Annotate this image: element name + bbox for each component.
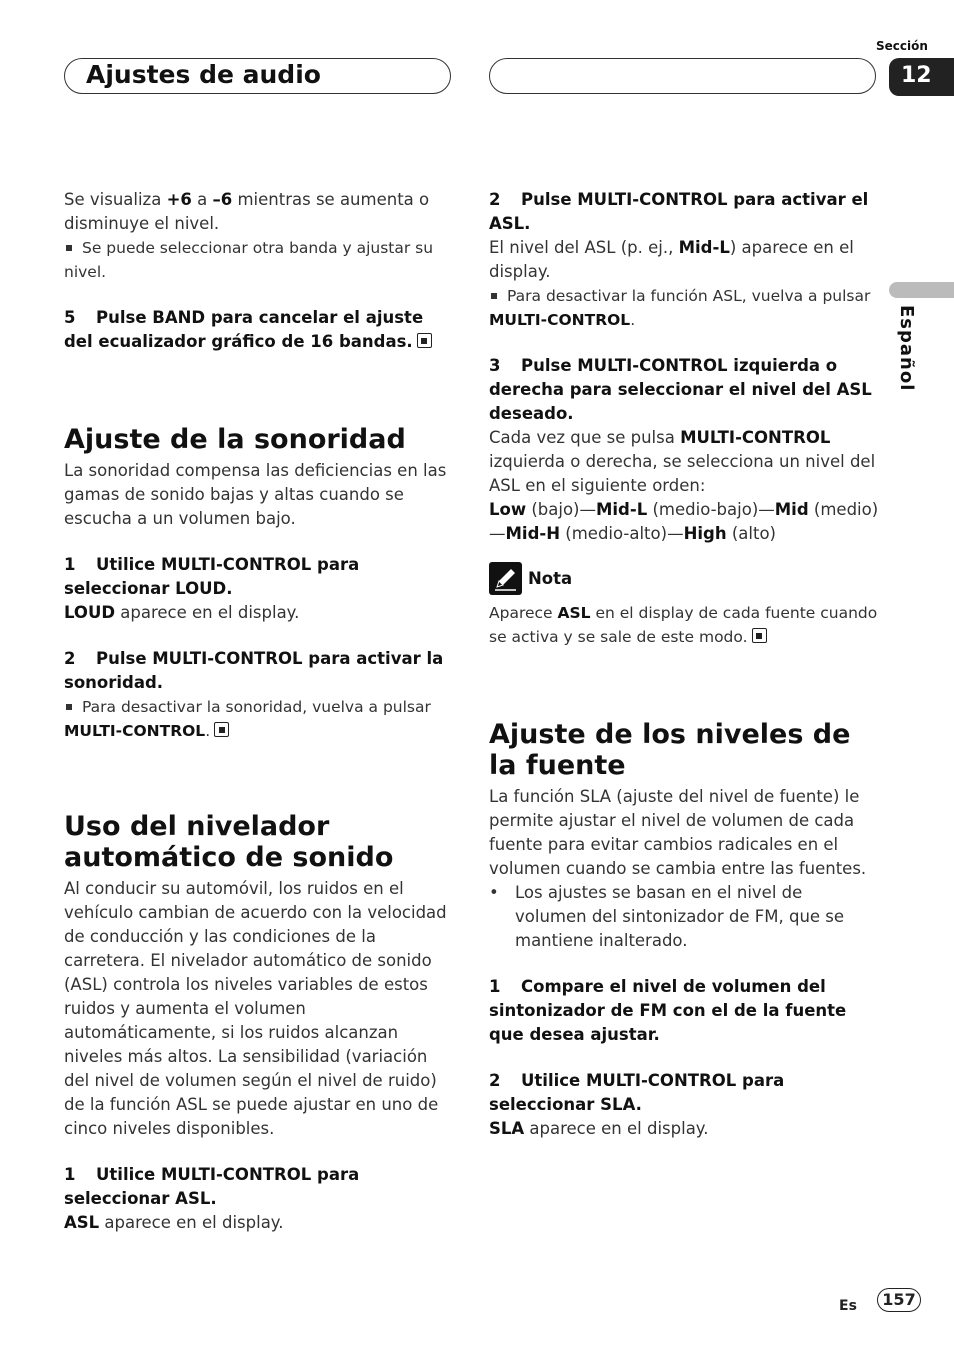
footer-language: Es	[839, 1298, 857, 1314]
bullet-dot-icon: •	[489, 883, 499, 902]
step-5: 5 Pulse BAND para cancelar el ajuste del ecualizador gráfico de 16 bandas.	[64, 306, 454, 354]
sla-step-2-result: SLA aparece en el display.	[489, 1119, 709, 1138]
sla-step-2: 2 Utilice MULTI-CONTROL para seleccionar SLA.	[489, 1071, 785, 1114]
loudness-step-2-note: Para desactivar la sonoridad, vuelva a pulsar MULTI-CONTROL.	[64, 698, 431, 740]
end-mark-icon	[752, 628, 767, 643]
sla-step-1: 1 Compare el nivel de volumen del sintonizador de FM con el de la fuente que desea ajustar.	[489, 977, 847, 1044]
language-tab	[889, 282, 954, 298]
language-label: Español	[896, 305, 917, 392]
note-square-icon	[66, 704, 72, 710]
asl-step-2: 2 Pulse MULTI-CONTROL para activar el ASL.	[489, 190, 869, 233]
end-mark-icon	[214, 722, 229, 737]
asl-step-2-result: El nivel del ASL (p. ej., Mid-L) aparece en el display.	[489, 238, 854, 281]
note-square-icon	[491, 293, 497, 299]
heading-sla: Ajuste de los niveles de la fuente	[489, 719, 851, 781]
nota-header	[489, 562, 879, 595]
loudness-body: La sonoridad compensa las deficiencias en las gamas de sonido bajas y altas cuando se escucha a un volumen bajo.	[64, 461, 447, 528]
asl-step-1-result: ASL aparece en el display.	[64, 1213, 284, 1232]
loudness-step-1-result: LOUD aparece en el display.	[64, 603, 300, 622]
sla-bullet: • Los ajustes se basan en el nivel de volumen del sintonizador de FM, que se mantiene inalterado.	[489, 881, 879, 953]
asl-step-3: 3 Pulse MULTI-CONTROL izquierda o derecha para seleccionar el nivel del ASL deseado.	[489, 356, 872, 423]
asl-body: Al conducir su automóvil, los ruidos en el vehículo cambian de acuerdo con la velocidad de conducción y las condiciones de la carretera. El nivelador automático de sonido (ASL) controla los niveles variables de estos ruidos y aumenta el volumen automáticamente, si los ruidos alcanzan niveles más altos. La sensibilidad (variación del nivel de volumen según el nivel de ruido) de la función ASL se puede ajustar en uno de cinco niveles disponibles.	[64, 879, 447, 1138]
asl-step-1: 1 Utilice MULTI-CONTROL para seleccionar ASL.	[64, 1165, 360, 1208]
intro-text: Se visualiza +6 a –6 mientras se aumenta o disminuye el nivel.	[64, 190, 430, 233]
page-title: Ajustes de audio	[86, 60, 321, 89]
end-mark-icon	[417, 333, 432, 348]
nota-body: Aparece ASL en el display de cada fuente cuando se activa y se sale de este modo.	[489, 604, 878, 646]
heading-loudness: Ajuste de la sonoridad	[64, 424, 406, 455]
heading-asl: Uso del nivelador automático de sonido	[64, 811, 394, 873]
loudness-step-1: 1 Utilice MULTI-CONTROL para seleccionar LOUD.	[64, 555, 360, 598]
note-square-icon	[66, 245, 72, 251]
header-blank-frame	[489, 58, 876, 94]
left-column	[64, 188, 454, 1235]
asl-level-order: Low (bajo)—Mid-L (medio-bajo)—Mid (medio)—Mid-H (medio-alto)—High (alto)	[489, 500, 879, 543]
section-number-badge: 12	[889, 58, 954, 96]
loudness-step-2: 2 Pulse MULTI-CONTROL para activar la sonoridad.	[64, 649, 444, 692]
asl-step-3-body: Cada vez que se pulsa MULTI-CONTROL izquierda o derecha, se selecciona un nivel del ASL en el siguiente orden:	[489, 428, 876, 495]
page-number: 157	[877, 1288, 921, 1312]
sla-body: La función SLA (ajuste del nivel de fuente) le permite ajustar el nivel de volumen de cada fuente para evitar cambios radicales en el volumen cuando se cambia entre las fuentes.	[489, 787, 867, 878]
intro-note: Se puede seleccionar otra banda y ajustar su nivel.	[64, 239, 434, 281]
asl-step-2-note: Para desactivar la función ASL, vuelva a pulsar MULTI-CONTROL.	[489, 287, 871, 329]
section-label: Sección	[876, 39, 928, 53]
nota-label: Nota	[528, 568, 573, 588]
note-pencil-icon	[489, 562, 522, 595]
right-column	[489, 188, 879, 1141]
